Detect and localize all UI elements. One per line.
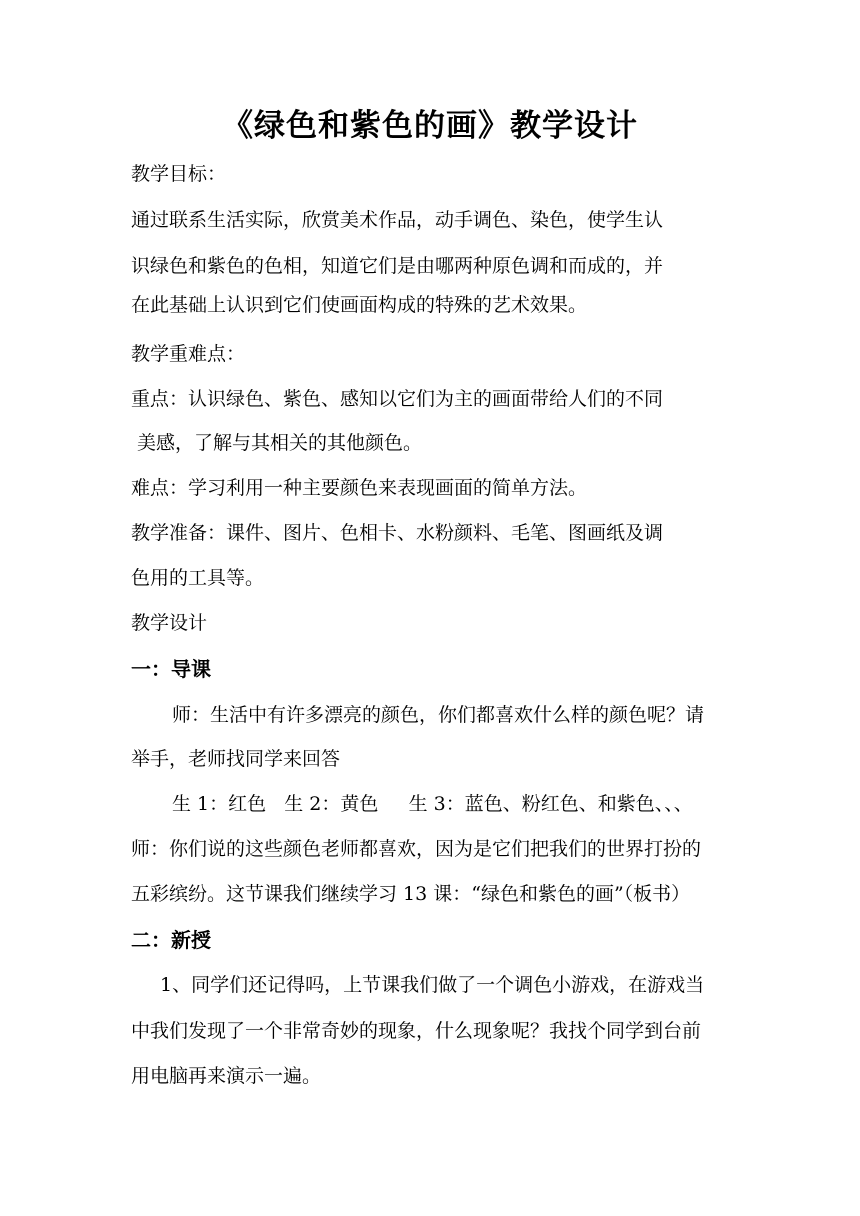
teacher-line-2: 五彩缤纷。这节课我们继续学习 13 课：“绿色和紫色的画”（板书） bbox=[131, 883, 691, 905]
student-answers: 生 1：红色 生 2：黄色 生 3：蓝色、粉红色、和紫色、、、 bbox=[172, 793, 693, 815]
goal-line-1: 通过联系生活实际，欣赏美术作品，动手调色、染色，使学生认 bbox=[131, 209, 664, 231]
key-point-line-2: 美感，了解与其相关的其他颜色。 bbox=[131, 432, 423, 454]
goal-line-2: 识绿色和紫色的色相，知道它们是由哪两种原色调和而成的，并 bbox=[131, 255, 664, 277]
intro-line-1: 师：生活中有许多漂亮的颜色，你们都喜欢什么样的颜色呢？请 bbox=[172, 704, 705, 726]
goal-line-3: 在此基础上认识到它们使画面构成的特殊的艺术效果。 bbox=[131, 294, 588, 316]
prep-line-2: 色用的工具等。 bbox=[131, 567, 265, 589]
design-label: 教学设计 bbox=[131, 612, 208, 634]
teacher-line-1: 师：你们说的这些颜色老师都喜欢，因为是它们把我们的世界打扮的 bbox=[131, 838, 702, 860]
section-heading-new: 二：新授 bbox=[131, 928, 211, 952]
new-line-3: 用电脑再来演示一遍。 bbox=[131, 1065, 322, 1087]
new-line-2: 中我们发现了一个非常奇妙的现象，什么现象呢？我找个同学到台前 bbox=[131, 1020, 702, 1042]
key-points-label: 教学重难点： bbox=[131, 343, 246, 365]
goal-label: 教学目标： bbox=[131, 163, 227, 185]
section-heading-intro: 一：导课 bbox=[131, 657, 211, 681]
prep-line-1: 教学准备：课件、图片、色相卡、水粉颜料、毛笔、图画纸及调 bbox=[131, 522, 664, 544]
intro-line-2: 举手，老师找同学来回答 bbox=[131, 748, 341, 770]
key-point-line-1: 重点：认识绿色、紫色、感知以它们为主的画面带给人们的不同 bbox=[131, 388, 664, 410]
document-title: 《绿色和紫色的画》教学设计 bbox=[222, 108, 638, 144]
difficulty-line: 难点：学习利用一种主要颜色来表现画面的简单方法。 bbox=[131, 477, 588, 499]
new-line-1: 1、同学们还记得吗，上节课我们做了一个调色小游戏，在游戏当 bbox=[160, 974, 705, 996]
